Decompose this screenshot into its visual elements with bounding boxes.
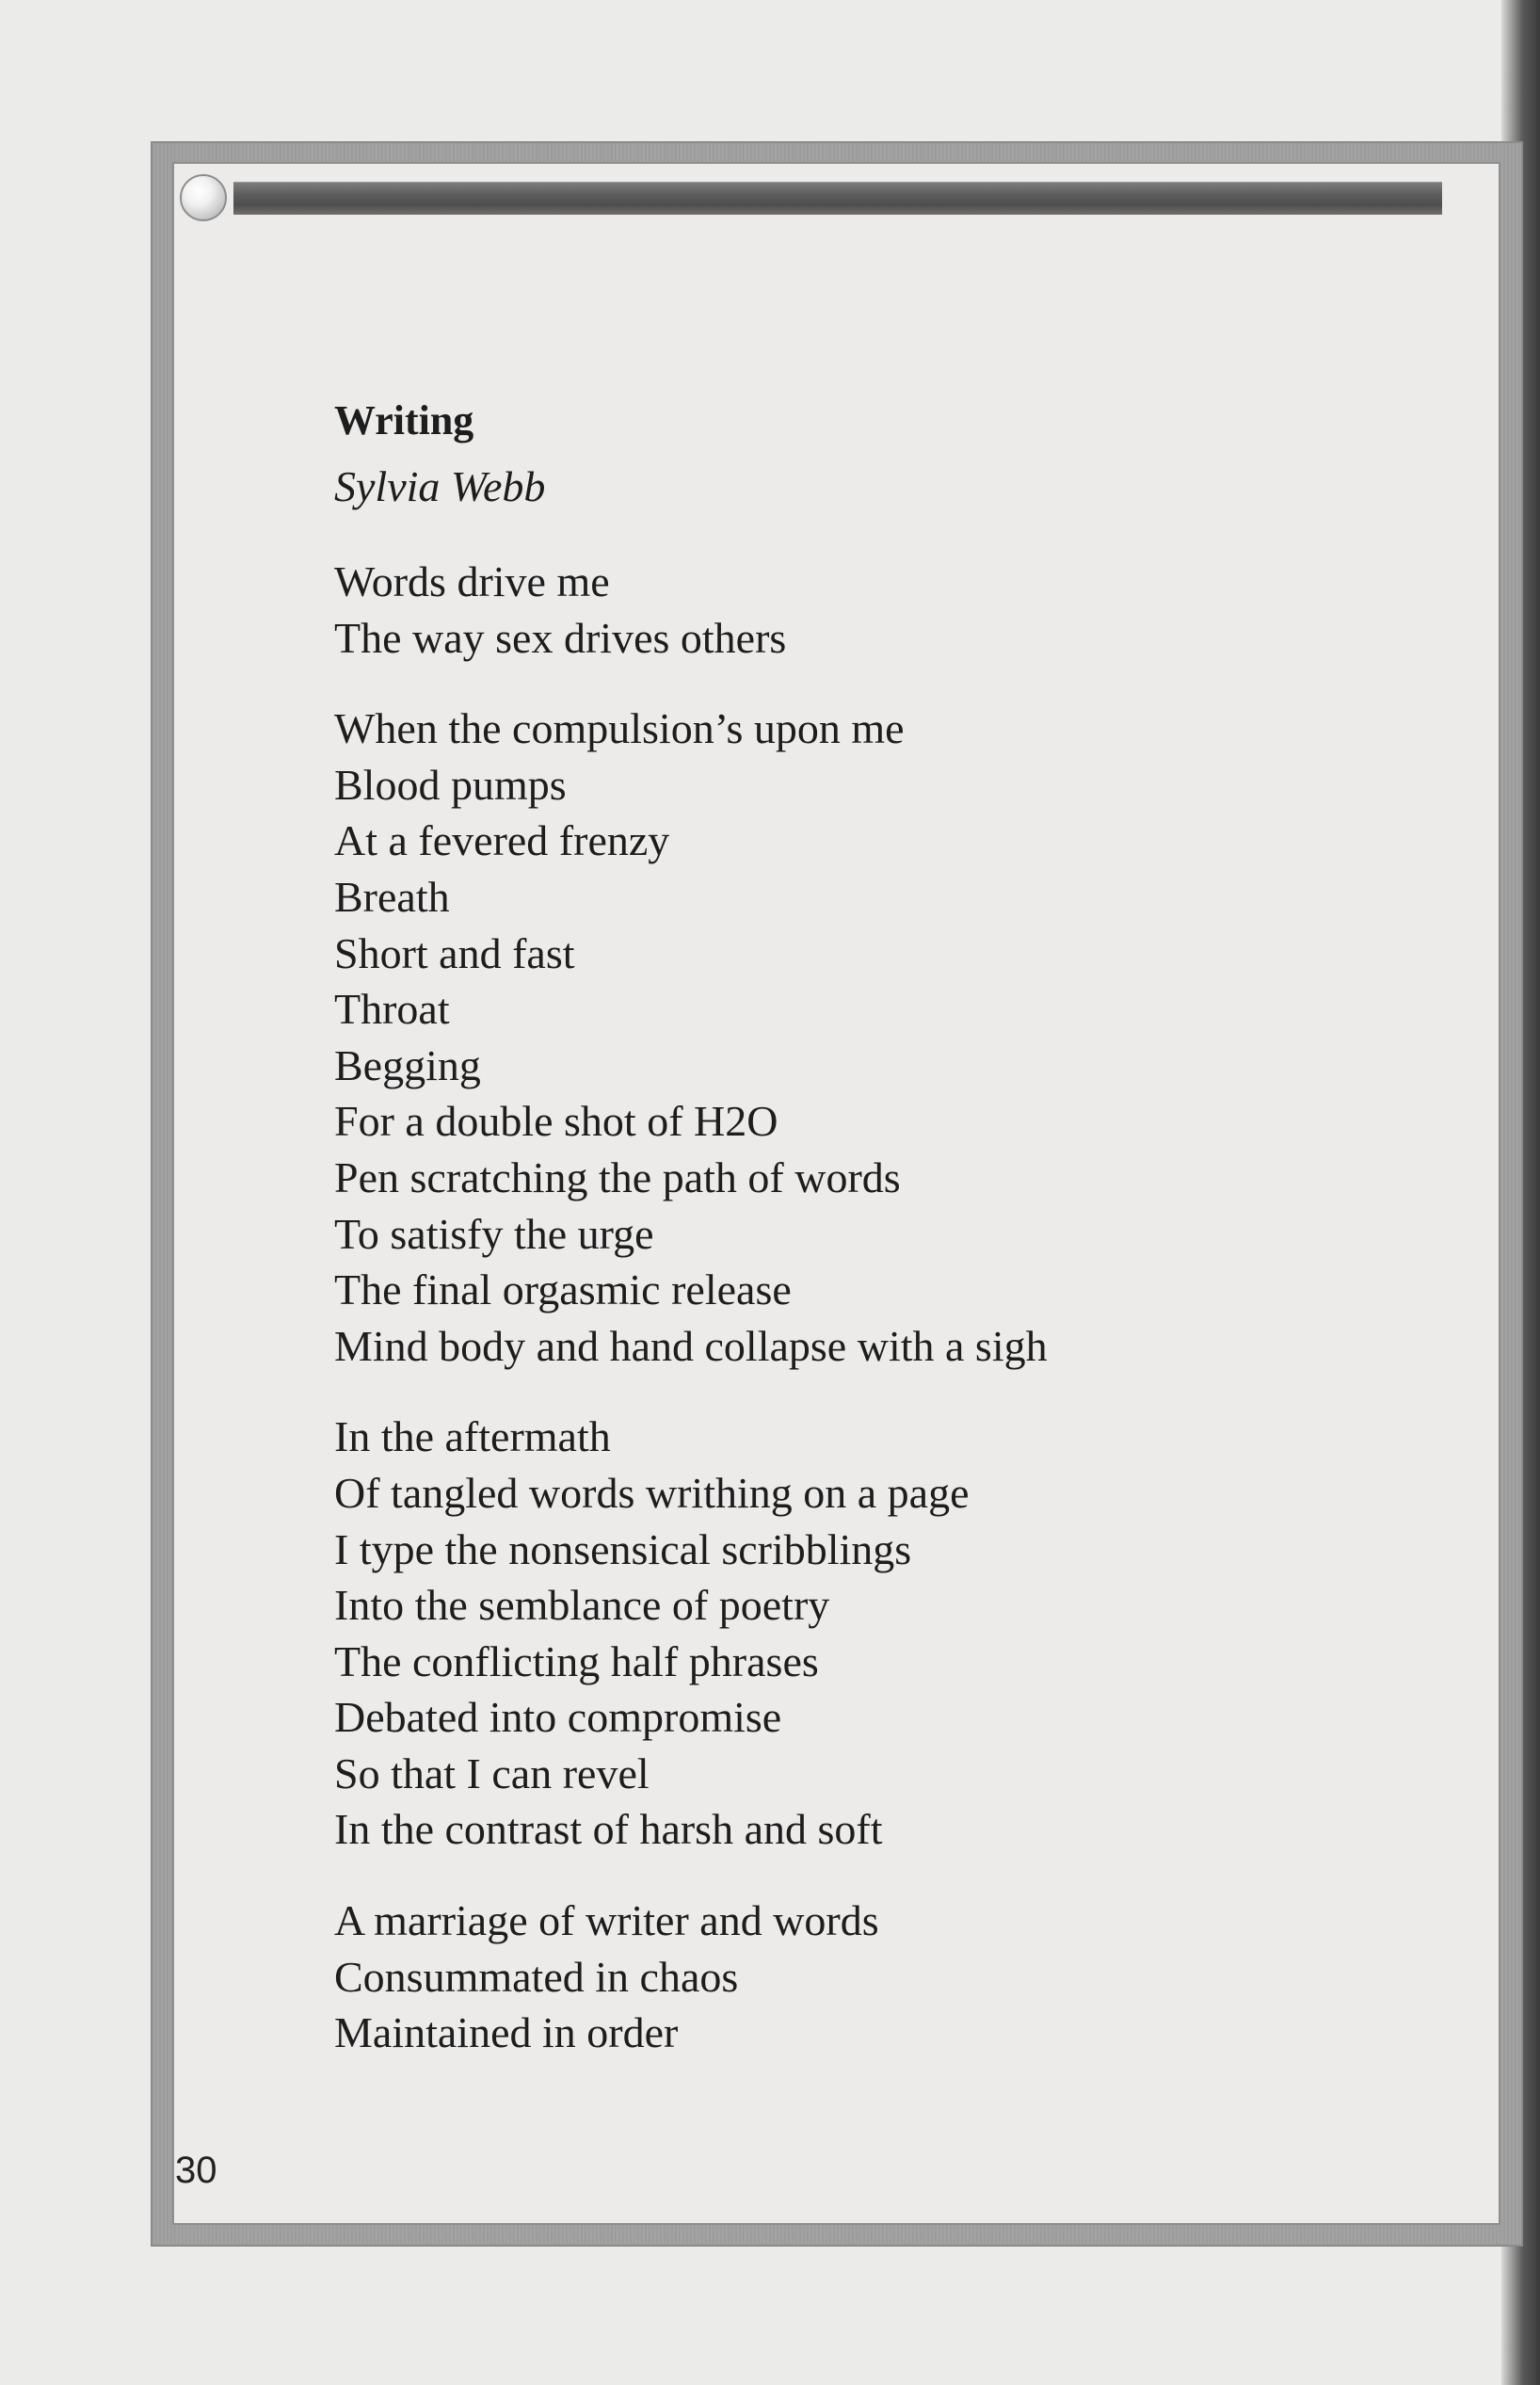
header-bullet-icon	[180, 174, 227, 221]
poem-line: Breath	[334, 872, 450, 921]
poem-line: Consummated in chaos	[334, 1952, 739, 2001]
poem-stanza	[334, 554, 1370, 666]
poem-line: Maintained in order	[334, 2008, 679, 2057]
poem-line: In the aftermath	[334, 1412, 611, 1461]
page-number: 30	[175, 2150, 217, 2191]
poem-title: Writing	[334, 397, 474, 443]
poem-line: I type the nonsensical scribblings	[334, 1524, 912, 1573]
poem-line: In the contrast of harsh and soft	[334, 1805, 883, 1854]
poem-line: The conflicting half phrases	[334, 1636, 819, 1685]
poem-line: For a double shot of H2O	[334, 1097, 778, 1146]
poem-stanza	[334, 701, 1370, 1374]
poem-line: So that I can revel	[334, 1748, 650, 1797]
poem-stanza	[334, 1893, 1370, 2061]
poem-line: The final orgasmic release	[334, 1265, 792, 1314]
poem-line: Pen scratching the path of words	[334, 1152, 901, 1201]
poem-line: Into the semblance of poetry	[334, 1581, 830, 1630]
header-bar	[233, 182, 1442, 215]
poem-line: A marriage of writer and words	[334, 1896, 879, 1945]
poem-line: To satisfy the urge	[334, 1209, 654, 1258]
poem-line: Blood pumps	[334, 760, 567, 809]
poem-body	[334, 554, 1370, 2061]
poem-line: When the compulsion’s upon me	[334, 704, 905, 753]
poem-stanza	[334, 1409, 1370, 1858]
poem-author: Sylvia Webb	[334, 462, 546, 510]
poem-line: At a fevered frenzy	[334, 816, 670, 865]
poem-line: Of tangled words writhing on a page	[334, 1468, 970, 1517]
poem-line: Throat	[334, 985, 450, 1034]
poem-line: Debated into compromise	[334, 1693, 782, 1742]
poem-line: The way sex drives others	[334, 613, 787, 662]
poem	[334, 386, 1370, 2061]
poem-line: Mind body and hand collapse with a sigh	[334, 1321, 1048, 1370]
poem-line: Words drive me	[334, 557, 610, 605]
poem-line: Begging	[334, 1040, 481, 1089]
poem-line: Short and fast	[334, 928, 575, 977]
